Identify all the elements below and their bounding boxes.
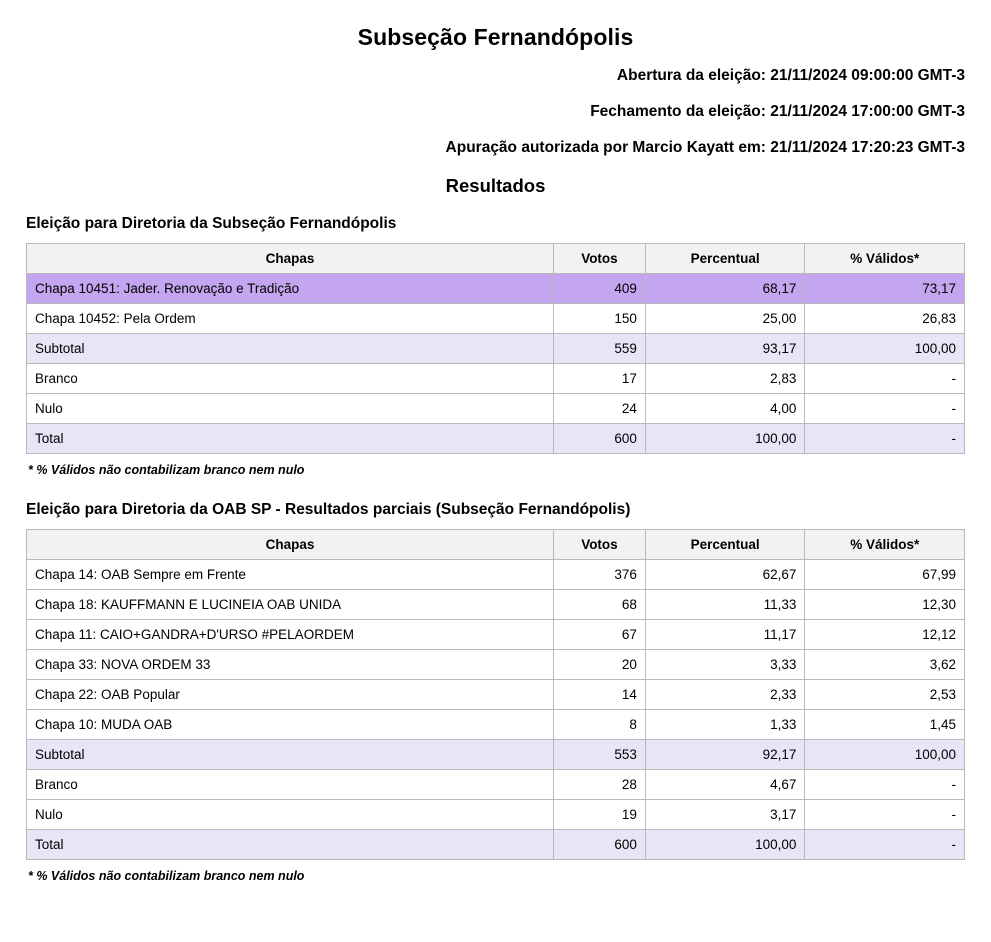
row-label: Subtotal [27,740,554,770]
row-votes: 28 [554,770,646,800]
row-valid-percent: 73,17 [805,274,965,304]
row-votes: 24 [554,394,646,424]
row-percent: 25,00 [645,304,805,334]
row-valid-percent: 26,83 [805,304,965,334]
row-valid-percent: 2,53 [805,680,965,710]
row-percent: 2,83 [645,364,805,394]
table-row [27,274,965,304]
row-percent: 92,17 [645,740,805,770]
row-percent: 62,67 [645,560,805,590]
row-valid-percent: - [805,394,965,424]
section-state-board [26,501,965,883]
row-percent: 93,17 [645,334,805,364]
table-row [27,770,965,800]
row-percent: 2,33 [645,680,805,710]
row-votes: 150 [554,304,646,334]
table-row [27,394,965,424]
row-label: Chapa 10451: Jader. Renovação e Tradição [27,274,554,304]
column-header-chapas: Chapas [27,530,554,560]
table-row-subtotal [27,740,965,770]
table-row [27,710,965,740]
row-valid-percent: 3,62 [805,650,965,680]
row-label: Chapa 22: OAB Popular [27,680,554,710]
row-votes: 20 [554,650,646,680]
table-footnote: * % Válidos não contabilizam branco nem nulo [28,869,305,883]
row-percent: 3,33 [645,650,805,680]
column-header-votos: Votos [554,244,646,274]
row-votes: 68 [554,590,646,620]
row-votes: 14 [554,680,646,710]
row-percent: 4,67 [645,770,805,800]
column-header-validos: % Válidos* [805,530,965,560]
column-header-percentual: Percentual [645,244,805,274]
table-row [27,650,965,680]
row-votes: 600 [554,830,646,860]
section-local-board [26,215,965,477]
row-percent: 100,00 [645,830,805,860]
column-header-chapas: Chapas [27,244,554,274]
bottom-spacer [26,907,965,909]
row-valid-percent: 100,00 [805,740,965,770]
table-row [27,590,965,620]
row-percent: 3,17 [645,800,805,830]
column-header-validos: % Válidos* [805,244,965,274]
table-row-subtotal [27,334,965,364]
election-opening-info: Abertura da eleição: 21/11/2024 09:00:00 GMT-3 [616,67,965,84]
row-percent: 11,33 [645,590,805,620]
results-table-state [26,529,965,860]
section-heading: Eleição para Diretoria da Subseção Fernandópolis [26,215,397,232]
results-table-local [26,243,965,454]
row-label: Chapa 10452: Pela Ordem [27,304,554,334]
row-label: Branco [27,770,554,800]
row-label: Branco [27,364,554,394]
row-percent: 68,17 [645,274,805,304]
row-label: Subtotal [27,334,554,364]
table-row [27,304,965,334]
table-row [27,800,965,830]
page-title: Subseção Fernandópolis [357,24,634,50]
row-valid-percent: 100,00 [805,334,965,364]
row-label: Total [27,424,554,454]
row-valid-percent: - [805,800,965,830]
row-votes: 600 [554,424,646,454]
row-valid-percent: 1,45 [805,710,965,740]
row-valid-percent: - [805,364,965,394]
column-header-votos: Votos [554,530,646,560]
row-percent: 4,00 [645,394,805,424]
row-valid-percent: - [805,770,965,800]
table-footnote: * % Válidos não contabilizam branco nem nulo [28,463,305,477]
table-row [27,680,965,710]
row-percent: 1,33 [645,710,805,740]
row-votes: 19 [554,800,646,830]
row-votes: 67 [554,620,646,650]
table-header-row [27,244,965,274]
table-header-row [27,530,965,560]
row-label: Chapa 10: MUDA OAB [27,710,554,740]
row-percent: 11,17 [645,620,805,650]
row-label: Chapa 11: CAIO+GANDRA+D'URSO #PELAORDEM [27,620,554,650]
row-valid-percent: - [805,830,965,860]
election-closing-info: Fechamento da eleição: 21/11/2024 17:00:00 GMT-3 [590,103,965,120]
table-row-total [27,830,965,860]
table-row-total [27,424,965,454]
row-label: Nulo [27,394,554,424]
table-row [27,560,965,590]
section-heading: Eleição para Diretoria da OAB SP - Resultados parciais (Subseção Fernandópolis) [26,501,631,518]
row-valid-percent: 12,12 [805,620,965,650]
row-valid-percent: - [805,424,965,454]
row-votes: 376 [554,560,646,590]
table-row [27,364,965,394]
row-valid-percent: 12,30 [805,590,965,620]
results-heading: Resultados [445,175,546,196]
row-votes: 559 [554,334,646,364]
row-label: Chapa 14: OAB Sempre em Frente [27,560,554,590]
row-votes: 17 [554,364,646,394]
row-label: Total [27,830,554,860]
row-votes: 8 [554,710,646,740]
election-tally-authorization-info: Apuração autorizada por Marcio Kayatt em: 21/11/2024 17:20:23 GMT-3 [445,139,965,156]
row-percent: 100,00 [645,424,805,454]
row-label: Nulo [27,800,554,830]
row-votes: 553 [554,740,646,770]
row-label: Chapa 18: KAUFFMANN E LUCINEIA OAB UNIDA [27,590,554,620]
row-votes: 409 [554,274,646,304]
row-valid-percent: 67,99 [805,560,965,590]
column-header-percentual: Percentual [645,530,805,560]
row-label: Chapa 33: NOVA ORDEM 33 [27,650,554,680]
table-row [27,620,965,650]
